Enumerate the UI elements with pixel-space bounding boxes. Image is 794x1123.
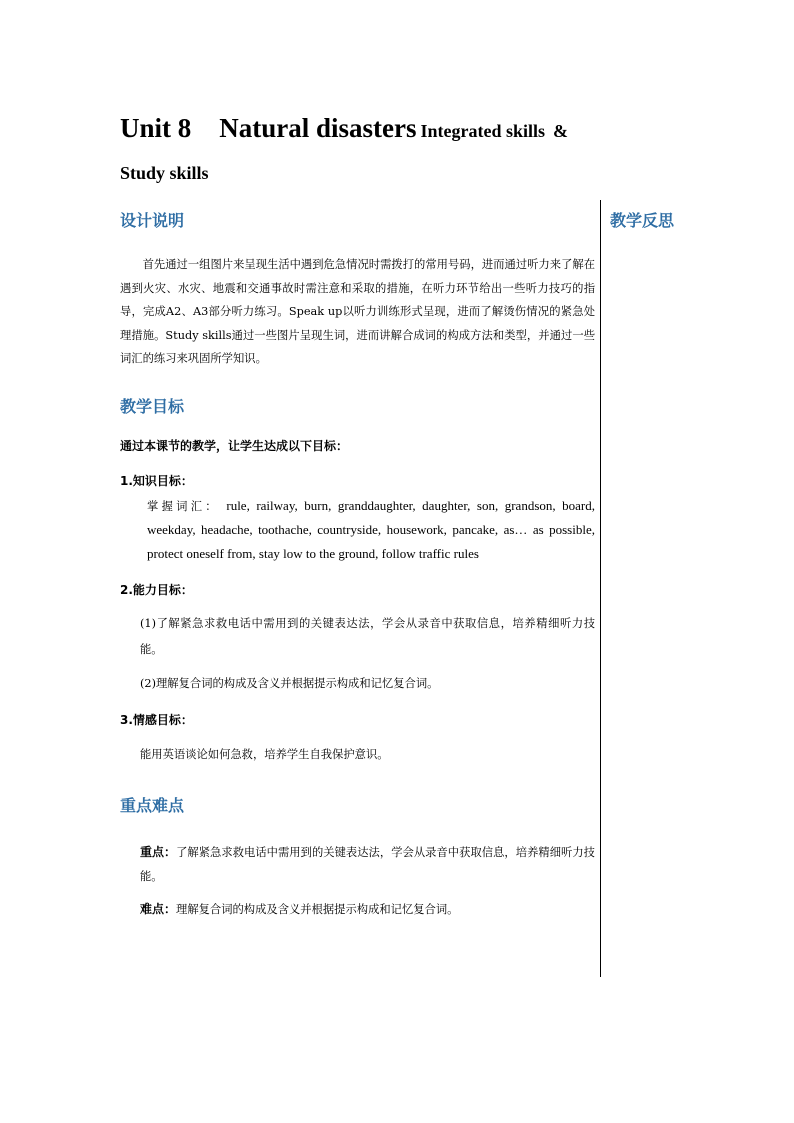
main-column (120, 203, 595, 922)
key-label: 重点： (140, 845, 177, 859)
title-topic: Natural disasters (219, 113, 417, 143)
vocab-label: 掌握词汇： (147, 499, 220, 513)
key-point (120, 840, 595, 889)
difficult-text: 理解复合词的构成及含义并根据提示构成和记忆复合词。 (176, 903, 459, 916)
document-title (120, 108, 680, 195)
ability-item-1: (1)了解紧急求救电话中需用到的关键表达法，学会从录音中获取信息，培养精细听力技能。 (140, 616, 595, 656)
design-heading: 设计说明 (120, 211, 185, 230)
difficult-label: 难点： (140, 902, 177, 916)
title-amp: & (553, 121, 569, 141)
emotion-text: 能用英语谈论如何急救，培养学生自我保护意识。 (140, 748, 389, 761)
difficult-point (120, 897, 595, 922)
knowledge-label: 1.知识目标： (120, 474, 193, 488)
goals-heading: 教学目标 (120, 396, 185, 416)
reflection-column (610, 203, 674, 239)
vocab-paragraph (120, 494, 595, 566)
keypoints-heading: 重点难点 (120, 796, 185, 815)
column-divider (600, 200, 601, 977)
title-sub2: Study skills (120, 163, 209, 183)
emotion-label: 3.情感目标： (120, 712, 193, 727)
design-text: 首先通过一组图片来呈现生活中遇到危急情况时需拨打的常用号码，进而通过听力来了解在遇到火灾、水灾、地震和交通事故时需注意和采取的措施，在听力环节给出一些听力技巧的指导，完成A2、A3部分听力练习。Speak up以听力训练形式呈现，进而了解烫伤情况的紧急处理措施。Study skills通过一些图片呈现生词，进而讲解合成词的构成方法和类型，并通过一些词汇的练习来巩固所学知识。 (120, 258, 595, 365)
goals-intro: 通过本课节的教学，让学生达成以下目标： (120, 438, 349, 453)
title-sub1: Integrated skills (420, 121, 546, 141)
vocab-list: rule, railway, burn, granddaughter, daughter, son, grandson, board, weekday, headache, toothache, countryside, housework, pancake, as… as possible, protect oneself from, stay low to the ground, follow traffic rules (147, 497, 595, 561)
title-unit: Unit 8 (120, 113, 192, 143)
reflection-heading: 教学反思 (610, 211, 675, 230)
ability-item-2: (2)理解复合词的构成及含义并根据提示构成和记忆复合词。 (140, 676, 439, 690)
ability-label: 2.能力目标： (120, 583, 193, 597)
key-text: 了解紧急求救电话中需用到的关键表达法，学会从录音中获取信息，培养精细听力技能。 (140, 846, 595, 883)
